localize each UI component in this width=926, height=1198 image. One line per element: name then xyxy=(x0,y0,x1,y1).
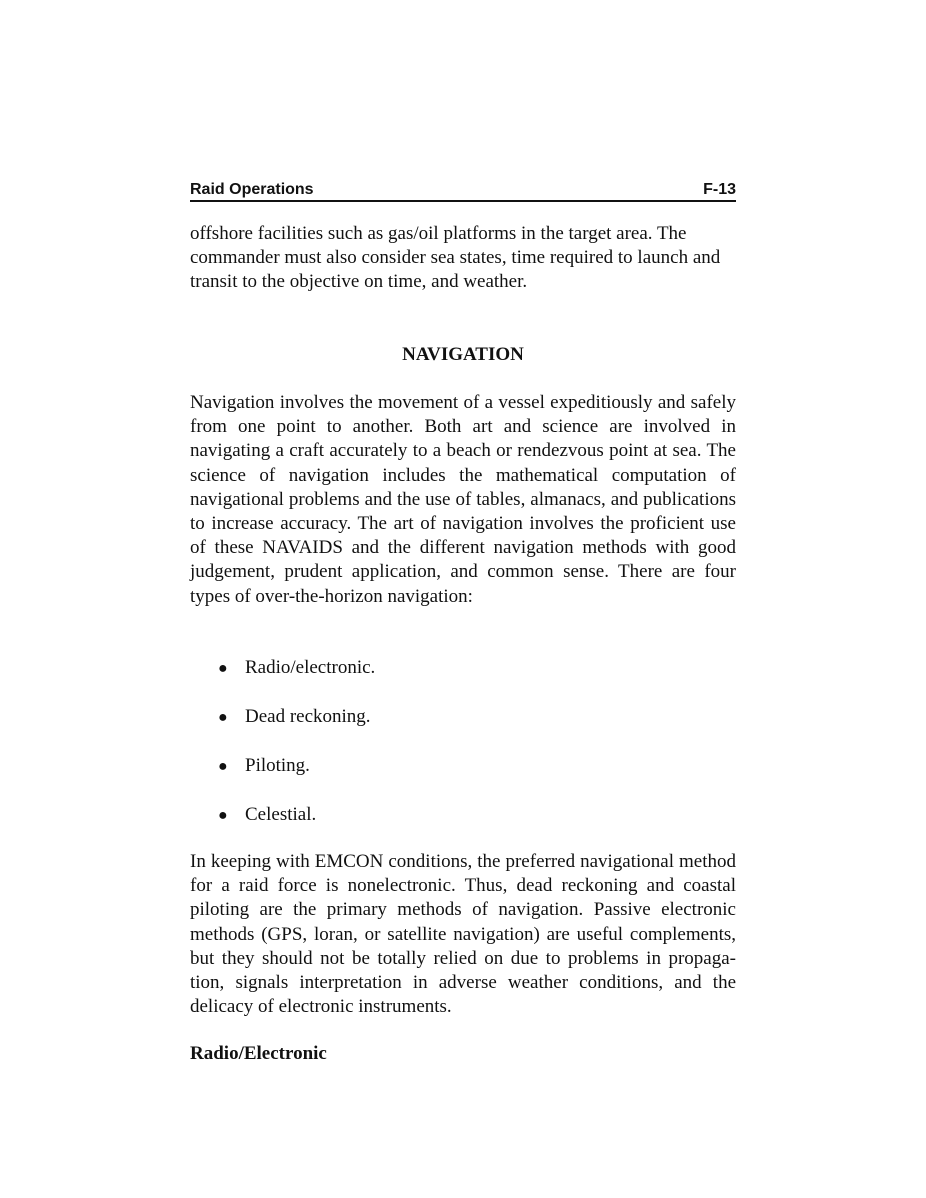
navigation-paragraph: Navigation involves the movement of a vessel expeditiously and safely from one point to another. Both art and science are involved in navigating a craft accurately to a beach or rendezvous point at sea. The science of navigation includes the mathematical computation of navigational problems and the use of tables, almanacs, and publications to increase accuracy. The art of navigation involves the proficient use of these NAVAIDS and the different navigation methods with good judgement, prudent application, and common sense. There are four types of over-the-horizon navigation: xyxy=(190,392,736,607)
page-number: F-13 xyxy=(703,181,736,198)
section-title: Raid Operations xyxy=(190,181,314,198)
running-header xyxy=(190,180,736,202)
bullet-icon: ● xyxy=(218,807,228,824)
intro-paragraph: offshore facilities such as gas/oil platforms in the target area. The commander must also consider sea states, time required to launch and transit to the objective on time, and weather. xyxy=(190,223,721,293)
navigation-types-list xyxy=(190,656,736,852)
bullet-icon: ● xyxy=(218,758,228,775)
list-item-text: Radio/electronic. xyxy=(245,657,376,678)
radio-electronic-heading: Radio/Electronic xyxy=(190,1043,327,1064)
list-item xyxy=(190,656,736,680)
navigation-heading: NAVIGATION xyxy=(402,344,524,365)
bullet-icon: ● xyxy=(218,660,228,677)
list-item-text: Piloting. xyxy=(245,755,310,776)
emcon-paragraph: In keeping with EMCON conditions, the preferred navigational method for a raid force is nonelectronic. Thus, dead reckoning and coastal piloting are the primary methods of navigation. Passive electronic methods (GPS, loran, or satellite navigation) are useful complements, but they should not be totally relied on due to problems in propaga-tion, signals interpretation in adverse weather conditions, and the delicacy of electronic instruments. xyxy=(190,851,736,1018)
list-item-text: Dead reckoning. xyxy=(245,706,371,727)
list-item xyxy=(190,754,736,778)
bullet-icon: ● xyxy=(218,709,228,726)
list-item-text: Celestial. xyxy=(245,804,317,825)
list-item xyxy=(190,705,736,729)
list-item xyxy=(190,803,736,827)
